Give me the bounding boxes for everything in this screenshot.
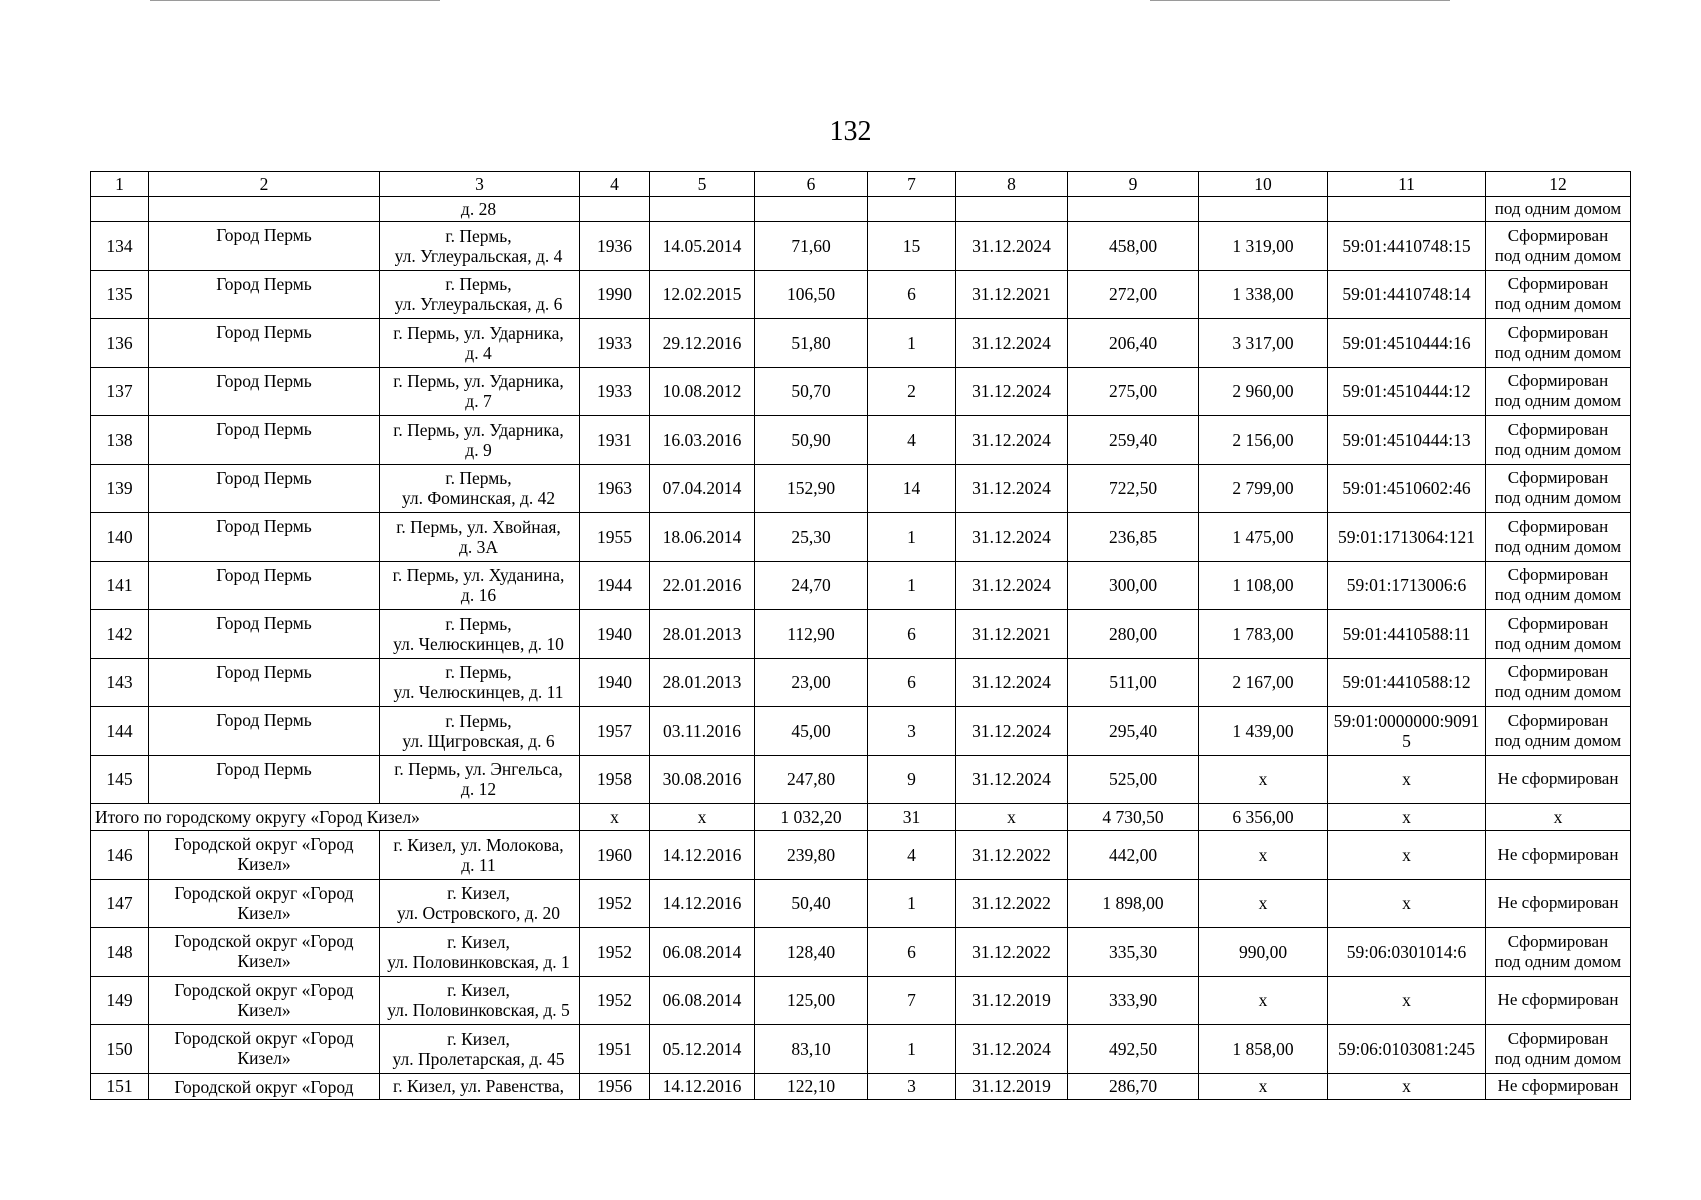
date-cell: 18.06.2014 bbox=[650, 513, 755, 562]
planned-date-cell: 31.12.2024 bbox=[956, 367, 1068, 416]
continued-empty-cell bbox=[650, 197, 755, 222]
year-cell: 1957 bbox=[580, 707, 650, 756]
area-cell: 239,80 bbox=[755, 831, 868, 880]
table-row bbox=[91, 976, 1631, 1025]
year-cell: 1951 bbox=[580, 1025, 650, 1074]
date-cell: 30.08.2016 bbox=[650, 755, 755, 804]
cadastral-number-cell: 59:01:1713006:6 bbox=[1328, 561, 1486, 610]
planned-date-cell: 31.12.2024 bbox=[956, 464, 1068, 513]
planned-date-cell: 31.12.2019 bbox=[956, 1073, 1068, 1099]
column-number-7: 7 bbox=[868, 172, 956, 197]
total-area-cell: 442,00 bbox=[1068, 831, 1199, 880]
land-area-cell: 990,00 bbox=[1199, 928, 1328, 977]
planned-date-cell: 31.12.2022 bbox=[956, 879, 1068, 928]
municipality-cell: Город Пермь bbox=[149, 319, 380, 368]
status-cell: Сформирован под одним домом bbox=[1486, 610, 1631, 659]
residents-cell: 3 bbox=[868, 1073, 956, 1099]
address-cell: г. Пермь, ул. Хвойная, д. 3А bbox=[380, 513, 580, 562]
municipality-cell: Город Пермь bbox=[149, 222, 380, 271]
area-cell: 125,00 bbox=[755, 976, 868, 1025]
residents-cell: 14 bbox=[868, 464, 956, 513]
land-area-cell: 1 319,00 bbox=[1199, 222, 1328, 271]
total-area-cell: 722,50 bbox=[1068, 464, 1199, 513]
address-cell: г. Пермь, ул. Ударника, д. 9 bbox=[380, 416, 580, 465]
year-cell: 1940 bbox=[580, 610, 650, 659]
land-area-cell: х bbox=[1199, 976, 1328, 1025]
table-row bbox=[91, 222, 1631, 271]
year-cell: 1944 bbox=[580, 561, 650, 610]
year-cell: 1936 bbox=[580, 222, 650, 271]
status-cell: Сформирован под одним домом bbox=[1486, 270, 1631, 319]
row-number-cell: 149 bbox=[91, 976, 149, 1025]
area-cell: 25,30 bbox=[755, 513, 868, 562]
continued-empty-cell bbox=[868, 197, 956, 222]
total-area-cell: 236,85 bbox=[1068, 513, 1199, 562]
area-cell: 128,40 bbox=[755, 928, 868, 977]
planned-date-cell: 31.12.2024 bbox=[956, 561, 1068, 610]
land-area-cell: 1 338,00 bbox=[1199, 270, 1328, 319]
municipality-cell: Городской округ «Город bbox=[149, 1073, 380, 1099]
table-row bbox=[91, 755, 1631, 804]
land-area-cell: 3 317,00 bbox=[1199, 319, 1328, 368]
row-number-cell: 138 bbox=[91, 416, 149, 465]
page-number: 132 bbox=[829, 116, 872, 147]
date-cell: 07.04.2014 bbox=[650, 464, 755, 513]
status-cell: Сформирован под одним домом bbox=[1486, 707, 1631, 756]
land-area-cell: х bbox=[1199, 755, 1328, 804]
row-number-cell: 145 bbox=[91, 755, 149, 804]
table-row bbox=[91, 270, 1631, 319]
residents-cell: 2 bbox=[868, 367, 956, 416]
municipality-cell: Город Пермь bbox=[149, 464, 380, 513]
cadastral-number-cell: х bbox=[1328, 1073, 1486, 1099]
cadastral-number-cell: 59:01:4410588:12 bbox=[1328, 658, 1486, 707]
date-cell: 29.12.2016 bbox=[650, 319, 755, 368]
table-row bbox=[91, 928, 1631, 977]
residents-cell: 4 bbox=[868, 416, 956, 465]
area-cell: 83,10 bbox=[755, 1025, 868, 1074]
continued-empty-cell bbox=[1328, 197, 1486, 222]
continued-empty-cell bbox=[755, 197, 868, 222]
residents-cell: 6 bbox=[868, 658, 956, 707]
address-cell: г. Кизел, ул. Равенства, bbox=[380, 1073, 580, 1099]
address-cell: г. Кизел, ул. Половинковская, д. 1 bbox=[380, 928, 580, 977]
column-number-4: 4 bbox=[580, 172, 650, 197]
planned-date-cell: 31.12.2024 bbox=[956, 707, 1068, 756]
housing-registry-table bbox=[90, 171, 1631, 1100]
subtotal-planned-date-cell: х bbox=[956, 804, 1068, 831]
residents-cell: 6 bbox=[868, 610, 956, 659]
row-number-cell: 135 bbox=[91, 270, 149, 319]
table-row bbox=[91, 319, 1631, 368]
residents-cell: 1 bbox=[868, 561, 956, 610]
land-area-cell: 1 783,00 bbox=[1199, 610, 1328, 659]
row-number-cell: 147 bbox=[91, 879, 149, 928]
column-number-1: 1 bbox=[91, 172, 149, 197]
status-cell: Не сформирован bbox=[1486, 879, 1631, 928]
land-area-cell: 2 799,00 bbox=[1199, 464, 1328, 513]
table-row bbox=[91, 561, 1631, 610]
status-cell: Сформирован под одним домом bbox=[1486, 561, 1631, 610]
land-area-cell: х bbox=[1199, 831, 1328, 880]
address-cell: г. Пермь, ул. Худанина, д. 16 bbox=[380, 561, 580, 610]
continued-empty-cell bbox=[580, 197, 650, 222]
row-number-cell: 134 bbox=[91, 222, 149, 271]
status-cell: Сформирован под одним домом bbox=[1486, 367, 1631, 416]
municipality-cell: Город Пермь bbox=[149, 561, 380, 610]
municipality-cell: Город Пермь bbox=[149, 658, 380, 707]
year-cell: 1933 bbox=[580, 319, 650, 368]
municipality-cell: Городской округ «Город Кизел» bbox=[149, 1025, 380, 1074]
table-row bbox=[91, 831, 1631, 880]
municipality-cell: Город Пермь bbox=[149, 707, 380, 756]
residents-cell: 1 bbox=[868, 319, 956, 368]
continued-address-cell: д. 28 bbox=[380, 197, 580, 222]
area-cell: 50,90 bbox=[755, 416, 868, 465]
municipality-cell: Город Пермь bbox=[149, 367, 380, 416]
total-area-cell: 286,70 bbox=[1068, 1073, 1199, 1099]
year-cell: 1952 bbox=[580, 976, 650, 1025]
cadastral-number-cell: 59:01:1713064:121 bbox=[1328, 513, 1486, 562]
address-cell: г. Пермь, ул. Челюскинцев, д. 10 bbox=[380, 610, 580, 659]
status-cell: Сформирован под одним домом bbox=[1486, 513, 1631, 562]
cadastral-number-cell: 59:01:4410748:14 bbox=[1328, 270, 1486, 319]
date-cell: 12.02.2015 bbox=[650, 270, 755, 319]
column-number-3: 3 bbox=[380, 172, 580, 197]
municipality-cell: Городской округ «Город Кизел» bbox=[149, 976, 380, 1025]
land-area-cell: х bbox=[1199, 879, 1328, 928]
total-area-cell: 206,40 bbox=[1068, 319, 1199, 368]
total-area-cell: 333,90 bbox=[1068, 976, 1199, 1025]
table-row bbox=[91, 707, 1631, 756]
year-cell: 1960 bbox=[580, 831, 650, 880]
subtotal-row bbox=[91, 804, 1631, 831]
total-area-cell: 511,00 bbox=[1068, 658, 1199, 707]
continued-status-cell: под одним домом bbox=[1486, 197, 1631, 222]
area-cell: 152,90 bbox=[755, 464, 868, 513]
total-area-cell: 525,00 bbox=[1068, 755, 1199, 804]
planned-date-cell: 31.12.2024 bbox=[956, 222, 1068, 271]
municipality-cell: Город Пермь bbox=[149, 270, 380, 319]
residents-cell: 3 bbox=[868, 707, 956, 756]
year-cell: 1940 bbox=[580, 658, 650, 707]
status-cell: Не сформирован bbox=[1486, 831, 1631, 880]
status-cell: Сформирован под одним домом bbox=[1486, 416, 1631, 465]
cadastral-number-cell: 59:01:4410748:15 bbox=[1328, 222, 1486, 271]
year-cell: 1963 bbox=[580, 464, 650, 513]
planned-date-cell: 31.12.2019 bbox=[956, 976, 1068, 1025]
row-number-cell: 148 bbox=[91, 928, 149, 977]
municipality-cell: Город Пермь bbox=[149, 755, 380, 804]
subtotal-status-cell: х bbox=[1486, 804, 1631, 831]
address-cell: г. Пермь, ул. Энгельса, д. 12 bbox=[380, 755, 580, 804]
land-area-cell: 1 475,00 bbox=[1199, 513, 1328, 562]
row-number-cell: 140 bbox=[91, 513, 149, 562]
subtotal-date-cell: х bbox=[650, 804, 755, 831]
column-number-5: 5 bbox=[650, 172, 755, 197]
cadastral-number-cell: х bbox=[1328, 755, 1486, 804]
area-cell: 122,10 bbox=[755, 1073, 868, 1099]
residents-cell: 1 bbox=[868, 879, 956, 928]
area-cell: 50,40 bbox=[755, 879, 868, 928]
land-area-cell: 2 167,00 bbox=[1199, 658, 1328, 707]
date-cell: 06.08.2014 bbox=[650, 928, 755, 977]
total-area-cell: 458,00 bbox=[1068, 222, 1199, 271]
planned-date-cell: 31.12.2022 bbox=[956, 928, 1068, 977]
area-cell: 50,70 bbox=[755, 367, 868, 416]
subtotal-area-cell: 1 032,20 bbox=[755, 804, 868, 831]
land-area-cell: 2 156,00 bbox=[1199, 416, 1328, 465]
date-cell: 14.05.2014 bbox=[650, 222, 755, 271]
address-cell: г. Пермь, ул. Щигровская, д. 6 bbox=[380, 707, 580, 756]
area-cell: 45,00 bbox=[755, 707, 868, 756]
date-cell: 22.01.2016 bbox=[650, 561, 755, 610]
date-cell: 28.01.2013 bbox=[650, 658, 755, 707]
status-cell: Не сформирован bbox=[1486, 1073, 1631, 1099]
table-row bbox=[91, 367, 1631, 416]
address-cell: г. Кизел, ул. Пролетарская, д. 45 bbox=[380, 1025, 580, 1074]
cadastral-number-cell: х bbox=[1328, 976, 1486, 1025]
residents-cell: 1 bbox=[868, 513, 956, 562]
row-number-cell: 146 bbox=[91, 831, 149, 880]
subtotal-cadastral-cell: х bbox=[1328, 804, 1486, 831]
address-cell: г. Пермь, ул. Ударника, д. 4 bbox=[380, 319, 580, 368]
column-number-10: 10 bbox=[1199, 172, 1328, 197]
cadastral-number-cell: х bbox=[1328, 831, 1486, 880]
date-cell: 03.11.2016 bbox=[650, 707, 755, 756]
cadastral-number-cell: 59:06:0103081:245 bbox=[1328, 1025, 1486, 1074]
year-cell: 1958 bbox=[580, 755, 650, 804]
residents-cell: 9 bbox=[868, 755, 956, 804]
land-area-cell: 1 439,00 bbox=[1199, 707, 1328, 756]
date-cell: 05.12.2014 bbox=[650, 1025, 755, 1074]
planned-date-cell: 31.12.2021 bbox=[956, 610, 1068, 659]
land-area-cell: 2 960,00 bbox=[1199, 367, 1328, 416]
row-number-cell: 143 bbox=[91, 658, 149, 707]
status-cell: Сформирован под одним домом bbox=[1486, 1025, 1631, 1074]
municipality-cell: Городской округ «Город Кизел» bbox=[149, 879, 380, 928]
address-cell: г. Пермь, ул. Челюскинцев, д. 11 bbox=[380, 658, 580, 707]
scan-edge-line-left bbox=[150, 0, 440, 1]
cadastral-number-cell: 59:01:4510444:13 bbox=[1328, 416, 1486, 465]
area-cell: 51,80 bbox=[755, 319, 868, 368]
date-cell: 10.08.2012 bbox=[650, 367, 755, 416]
column-number-12: 12 bbox=[1486, 172, 1631, 197]
subtotal-label: Итого по городскому округу «Город Кизел» bbox=[91, 804, 580, 831]
cadastral-number-cell: 59:01:4510444:16 bbox=[1328, 319, 1486, 368]
address-cell: г. Пермь, ул. Ударника, д. 7 bbox=[380, 367, 580, 416]
column-number-header-row bbox=[91, 172, 1631, 197]
status-cell: Не сформирован bbox=[1486, 976, 1631, 1025]
continued-num-cell bbox=[91, 197, 149, 222]
area-cell: 24,70 bbox=[755, 561, 868, 610]
total-area-cell: 275,00 bbox=[1068, 367, 1199, 416]
row-number-cell: 139 bbox=[91, 464, 149, 513]
cadastral-number-cell: 59:06:0301014:6 bbox=[1328, 928, 1486, 977]
status-cell: Сформирован под одним домом bbox=[1486, 319, 1631, 368]
municipality-cell: Город Пермь bbox=[149, 416, 380, 465]
status-cell: Не сформирован bbox=[1486, 755, 1631, 804]
residents-cell: 15 bbox=[868, 222, 956, 271]
total-area-cell: 300,00 bbox=[1068, 561, 1199, 610]
table-row bbox=[91, 879, 1631, 928]
area-cell: 247,80 bbox=[755, 755, 868, 804]
total-area-cell: 1 898,00 bbox=[1068, 879, 1199, 928]
table-row bbox=[91, 1025, 1631, 1074]
table-row bbox=[91, 513, 1631, 562]
total-area-cell: 272,00 bbox=[1068, 270, 1199, 319]
total-area-cell: 259,40 bbox=[1068, 416, 1199, 465]
year-cell: 1955 bbox=[580, 513, 650, 562]
subtotal-total-area-cell: 4 730,50 bbox=[1068, 804, 1199, 831]
area-cell: 106,50 bbox=[755, 270, 868, 319]
area-cell: 71,60 bbox=[755, 222, 868, 271]
column-number-6: 6 bbox=[755, 172, 868, 197]
address-cell: г. Пермь, ул. Фоминская, д. 42 bbox=[380, 464, 580, 513]
municipality-cell: Городской округ «Город Кизел» bbox=[149, 928, 380, 977]
year-cell: 1952 bbox=[580, 928, 650, 977]
address-cell: г. Кизел, ул. Половинковская, д. 5 bbox=[380, 976, 580, 1025]
status-cell: Сформирован под одним домом bbox=[1486, 464, 1631, 513]
total-area-cell: 492,50 bbox=[1068, 1025, 1199, 1074]
continued-empty-cell bbox=[956, 197, 1068, 222]
row-number-cell: 150 bbox=[91, 1025, 149, 1074]
area-cell: 23,00 bbox=[755, 658, 868, 707]
subtotal-land-area-cell: 6 356,00 bbox=[1199, 804, 1328, 831]
continued-empty-cell bbox=[1068, 197, 1199, 222]
date-cell: 14.12.2016 bbox=[650, 831, 755, 880]
residents-cell: 7 bbox=[868, 976, 956, 1025]
date-cell: 28.01.2013 bbox=[650, 610, 755, 659]
area-cell: 112,90 bbox=[755, 610, 868, 659]
address-cell: г. Кизел, ул. Островского, д. 20 bbox=[380, 879, 580, 928]
municipality-cell: Городской округ «Город Кизел» bbox=[149, 831, 380, 880]
column-number-9: 9 bbox=[1068, 172, 1199, 197]
date-cell: 06.08.2014 bbox=[650, 976, 755, 1025]
year-cell: 1931 bbox=[580, 416, 650, 465]
planned-date-cell: 31.12.2024 bbox=[956, 416, 1068, 465]
subtotal-residents-cell: 31 bbox=[868, 804, 956, 831]
total-area-cell: 335,30 bbox=[1068, 928, 1199, 977]
cadastral-number-cell: 59:01:4510444:12 bbox=[1328, 367, 1486, 416]
residents-cell: 6 bbox=[868, 928, 956, 977]
municipality-cell: Город Пермь bbox=[149, 610, 380, 659]
date-cell: 16.03.2016 bbox=[650, 416, 755, 465]
row-number-cell: 137 bbox=[91, 367, 149, 416]
date-cell: 14.12.2016 bbox=[650, 879, 755, 928]
residents-cell: 4 bbox=[868, 831, 956, 880]
column-number-11: 11 bbox=[1328, 172, 1486, 197]
planned-date-cell: 31.12.2024 bbox=[956, 513, 1068, 562]
cadastral-number-cell: 59:01:0000000:9091 5 bbox=[1328, 707, 1486, 756]
residents-cell: 6 bbox=[868, 270, 956, 319]
planned-date-cell: 31.12.2024 bbox=[956, 1025, 1068, 1074]
row-number-cell: 142 bbox=[91, 610, 149, 659]
planned-date-cell: 31.12.2024 bbox=[956, 658, 1068, 707]
total-area-cell: 280,00 bbox=[1068, 610, 1199, 659]
residents-cell: 1 bbox=[868, 1025, 956, 1074]
column-number-8: 8 bbox=[956, 172, 1068, 197]
land-area-cell: х bbox=[1199, 1073, 1328, 1099]
table-row bbox=[91, 1073, 1631, 1099]
municipality-cell: Город Пермь bbox=[149, 513, 380, 562]
subtotal-year-cell: х bbox=[580, 804, 650, 831]
land-area-cell: 1 108,00 bbox=[1199, 561, 1328, 610]
year-cell: 1933 bbox=[580, 367, 650, 416]
status-cell: Сформирован под одним домом bbox=[1486, 658, 1631, 707]
status-cell: Сформирован под одним домом bbox=[1486, 928, 1631, 977]
planned-date-cell: 31.12.2024 bbox=[956, 755, 1068, 804]
scan-edge-line-right bbox=[1150, 0, 1450, 1]
table-row bbox=[91, 610, 1631, 659]
address-cell: г. Кизел, ул. Молокова, д. 11 bbox=[380, 831, 580, 880]
total-area-cell: 295,40 bbox=[1068, 707, 1199, 756]
table-row bbox=[91, 658, 1631, 707]
row-number-cell: 141 bbox=[91, 561, 149, 610]
cadastral-number-cell: 59:01:4510602:46 bbox=[1328, 464, 1486, 513]
year-cell: 1990 bbox=[580, 270, 650, 319]
continued-empty-cell bbox=[1199, 197, 1328, 222]
land-area-cell: 1 858,00 bbox=[1199, 1025, 1328, 1074]
date-cell: 14.12.2016 bbox=[650, 1073, 755, 1099]
planned-date-cell: 31.12.2021 bbox=[956, 270, 1068, 319]
year-cell: 1952 bbox=[580, 879, 650, 928]
table-row bbox=[91, 464, 1631, 513]
row-number-cell: 136 bbox=[91, 319, 149, 368]
row-number-cell: 144 bbox=[91, 707, 149, 756]
address-cell: г. Пермь, ул. Углеуральская, д. 6 bbox=[380, 270, 580, 319]
cadastral-number-cell: 59:01:4410588:11 bbox=[1328, 610, 1486, 659]
address-cell: г. Пермь, ул. Углеуральская, д. 4 bbox=[380, 222, 580, 271]
planned-date-cell: 31.12.2024 bbox=[956, 319, 1068, 368]
table-body bbox=[91, 172, 1631, 1100]
continued-row bbox=[91, 197, 1631, 222]
continued-municipality-cell bbox=[149, 197, 380, 222]
status-cell: Сформирован под одним домом bbox=[1486, 222, 1631, 271]
row-number-cell: 151 bbox=[91, 1073, 149, 1099]
table-row bbox=[91, 416, 1631, 465]
planned-date-cell: 31.12.2022 bbox=[956, 831, 1068, 880]
cadastral-number-cell: х bbox=[1328, 879, 1486, 928]
year-cell: 1956 bbox=[580, 1073, 650, 1099]
column-number-2: 2 bbox=[149, 172, 380, 197]
